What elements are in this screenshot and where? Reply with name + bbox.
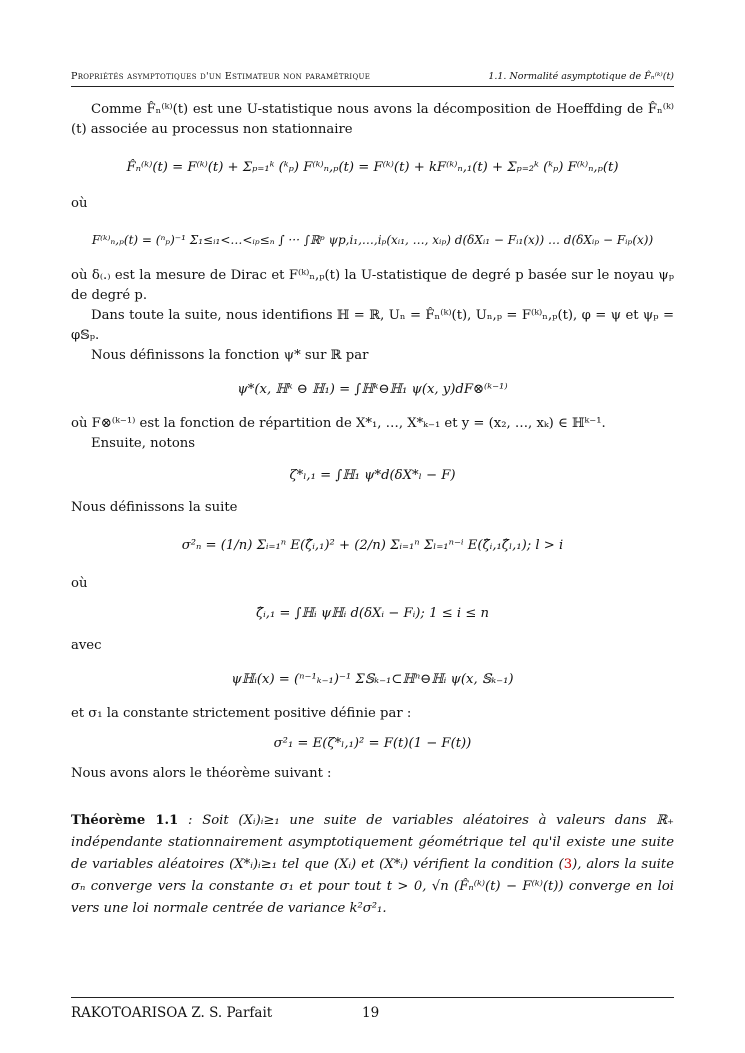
page-number: 19 [362,1005,380,1021]
header-chapter-title: Propriétés asymptotiques d'un Estimateur non paramétrique [71,71,371,82]
text-avec: avec [71,638,102,653]
paragraph-suite-intro: Nous définissons la suite [71,500,238,515]
equation-sigma-n: σ²ₙ = (1/n) Σᵢ₌₁ⁿ E(ζ̂ᵢ,₁)² + (2/n) Σᵢ₌₁ⁿ Σₗ₌₁ⁿ⁻ⁱ E(ζ̂ᵢ,₁ζ̂ₗ,₁); l > i [181,538,564,553]
paragraph-ensuite: Ensuite, notons [91,436,196,451]
footer-rule [71,997,674,998]
text-ou-2: où [71,576,88,591]
equation-zeta-hat: ζ̂ᵢ,₁ = ∫ℍᵢ ψℍᵢ d(δXᵢ − Fᵢ); 1 ≤ i ≤ n [255,606,490,621]
paragraph-identifications: Dans toute la suite, nous identifions ℍ = ℝ, Uₙ = F̂ₙ⁽ᵏ⁾(t), Uₙ,ₚ = F⁽ᵏ⁾ₙ,ₚ(t), φ = ψ et ψₚ = φ𝕊ₚ. [71,308,674,343]
page-body [71,100,674,933]
header-section-title: 1.1. Normalité asymptotique de F̂ₙ⁽ᵏ⁾(t) [488,71,674,82]
equation-psi-h: ψℍᵢ(x) = (ⁿ⁻¹ₖ₋₁)⁻¹ Σ𝕊ₖ₋₁⊂ℍⁿ⊖ℍᵢ ψ(x, 𝕊ₖ₋₁) [231,672,514,687]
theorem-label: Théorème 1.1 [71,813,179,828]
equation-u-statistic-def: F⁽ᵏ⁾ₙ,ₚ(t) = (ⁿₚ)⁻¹ Σ₁≤ᵢ₁<…<ᵢₚ≤ₙ ∫ ··· ∫ℝᵖ ψp,i₁,…,iₚ(xᵢ₁, …, xᵢₚ) d(δXᵢ₁ − Fᵢ₁(x)) … d(δXᵢₚ − Fᵢₚ(x)) [91,233,654,247]
condition-reference-link[interactable]: 3 [563,857,573,872]
running-header [71,68,674,87]
paragraph-hoeffding-intro: Comme F̂ₙ⁽ᵏ⁾(t) est une U-statistique nous avons la décomposition de Hoeffding de F̂ₙ⁽ᵏ⁾(t) associée au processus non stationnaire [71,102,674,137]
theorem-text-b: ), alors la suite σₙ converge vers la constante σ₁ et pour tout t > 0, √n (F̂ₙ⁽ᵏ⁾(t) − F⁽ᵏ⁾(t)) converge en loi vers une loi normale centrée de variance k²σ²₁. [71,857,675,916]
equation-zeta-star: ζ*ₗ,₁ = ∫ℍ₁ ψ*d(δX*ₗ − F) [289,468,456,483]
equation-psi-star: ψ*(x, ℍᵏ ⊖ ℍ₁) = ∫ℍᵏ⊖ℍ₁ ψ(x, y)dF⊗⁽ᵏ⁻¹⁾ [237,382,508,397]
paragraph-theorem-intro: Nous avons alors le théorème suivant : [71,766,332,781]
paragraph-repartition: où F⊗⁽ᵏ⁻¹⁾ est la fonction de répartition de X*₁, …, X*ₖ₋₁ et y = (x₂, …, xₖ) ∈ ℍᵏ⁻¹. [71,416,606,431]
paragraph-dirac-definition: où δ₍.₎ est la mesure de Dirac et F⁽ᵏ⁾ₙ,ₚ(t) la U-statistique de degré p basée sur le noyau ψₚ de degré p. [71,268,674,303]
theorem-1-1 [71,810,674,920]
theorem-text-a: : Soit (Xᵢ)ᵢ≥₁ une suite de variables aléatoires à valeurs dans ℝ₊ indépendante stationnairement asymptotiquement géométrique tel qu'il existe une suite de variables aléatoires (X*ᵢ)ᵢ≥₁ tel que (Xᵢ) et (X*ᵢ) vérifient la condition ( [71,813,674,872]
paragraph-psi-star-intro: Nous définissons la fonction ψ* sur ℝ par [91,348,369,363]
equation-hoeffding-decomposition: F̂ₙ⁽ᵏ⁾(t) = F⁽ᵏ⁾(t) + Σₚ₌₁ᵏ (ᵏₚ) F⁽ᵏ⁾ₙ,ₚ(t) = F⁽ᵏ⁾(t) + kF⁽ᵏ⁾ₙ,₁(t) + Σₚ₌₂ᵏ (ᵏₚ) F⁽ᵏ⁾ₙ,ₚ(t) [126,160,619,175]
paragraph-sigma-1: et σ₁ la constante strictement positive définie par : [71,706,412,721]
footer-author: RAKOTOARISOA Z. S. Parfait [71,1005,273,1021]
equation-sigma-1: σ²₁ = E(ζ*ₗ,₁)² = F(t)(1 − F(t)) [273,736,472,751]
text-ou-1: où [71,196,88,211]
